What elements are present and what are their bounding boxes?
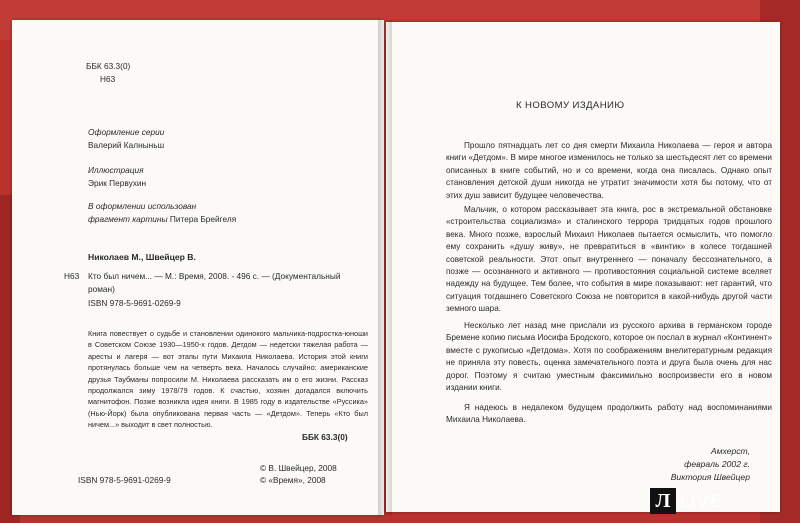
painting-artist: Питера Брейгеля xyxy=(169,214,237,224)
book-spine xyxy=(378,20,392,515)
annotation: Книга повествует о судьбе и становлении одинокого мальчика-подростка-юноши в Советском Союзе 1930—1950-х годов. Детдом — недетски тяжелая работа — аресты и лагеря — вот этапы пути Михаила Николаева. История этой книги протянулась больше чем на четверть века. Началось случайно: американские друзья Таубманы попросили М. Николаева рассказать им о его жизни. Рассказ продолжался зиму 1978/79 годов. К счастью, хозяин догадался включить магнитофон. Позже возникла идея книги. В 1985 году в издательстве «Руссика» (Нью-Йорк) была опубликована первая часть — «Детдом». Теперь «Кто был ничем...» выходит в свет полностью. xyxy=(88,329,368,430)
isbn-footer: ISBN 978-5-9691-0269-9 xyxy=(78,475,171,485)
catalog-line-2: роман) xyxy=(88,284,115,294)
series-designer: Валерий Калныньш xyxy=(88,140,165,150)
watermark-text: LIVE xyxy=(680,491,724,511)
page-heading: К НОВОМУ ИЗДАНИЮ xyxy=(516,100,625,111)
catalog-author-mark: Н63 xyxy=(64,271,80,281)
painting-credit xyxy=(88,213,236,225)
paragraph-4: Я надеюсь в недалеком будущем продолжить работу над воспоминаниями Михаила Николаева. xyxy=(446,403,772,425)
paragraph-2: Мальчик, о котором рассказывает эта книга, рос в экстремальной обстановке «строительства социализма» и сталинского террора тридцатых годов прошлого века. Много позже, взрослый Михаил Николаев пытается осмыслить, что помогло ему сохранить «душу живу», не превратиться в «винтик» в колесе тогдашней советской реальности. Этот опыт внутреннего — поначалу бессознательного, а позже — осознанного и активного — противостояния социальной системе вселяет надежду на будущее. Тем более, что события в мире показывают: нет гарантий, что ситуация тогдашнего Советского Союза не повторится в какой-нибудь другой части земного шара. xyxy=(446,205,772,314)
left-page xyxy=(12,20,384,515)
isbn-catalog: ISBN 978-5-9691-0269-9 xyxy=(88,298,181,308)
bbk-footer: ББК 63.3(0) xyxy=(302,432,348,442)
right-page xyxy=(386,22,780,512)
signature-place: Амхерст, xyxy=(710,446,750,456)
author-mark: Н63 xyxy=(100,74,116,84)
watermark-logo: Л xyxy=(650,488,676,514)
paragraph-3: Несколько лет назад мне прислали из русского архива в германском городе Бремене копию письма Иосифа Бродского, которое он послал в журнал «Континент» вместе с рукописью «Детдома». Хотя по соображениям внелитературным редакция не приняла эту повесть, оценка замечательного поэта и друга была очень для нас дорог. Поэтому я считаю уместным факсимильно воспроизвести его в новом издании книги. xyxy=(446,321,772,393)
signature-date: февраль 2002 г. xyxy=(684,459,750,469)
illustration-label: Иллюстрация xyxy=(88,165,144,175)
fragment-label: фрагмент картины xyxy=(88,214,168,224)
catalog-line-1: Кто был ничем... — М.: Время, 2008. - 496 с. — (Документальный xyxy=(88,271,341,281)
bbk-code: ББК 63.3(0) xyxy=(86,61,131,71)
copyright-author: © В. Швейцер, 2008 xyxy=(260,463,337,473)
signature-name: Виктория Швейцер xyxy=(670,472,750,482)
copyright-publisher: © «Время», 2008 xyxy=(260,475,326,485)
authors-heading: Николаев М., Швейцер В. xyxy=(88,252,196,262)
illustrator: Эрик Первухин xyxy=(88,178,147,188)
paragraph-1: Прошло пятнадцать лет со дня смерти Михаила Николаева — героя и автора книги «Детдом». В мире многое изменилось не только за шестьдесят лет со времени описанных в книге событий, но и со времени, когда она писалась. Однако опыт становления детской души никогда не утратит значимости хотя бы потому, что от этих душ зависит будущее человечества. xyxy=(446,141,772,200)
series-design-label: Оформление серии xyxy=(88,127,165,137)
used-in-design-label: В оформлении использован xyxy=(88,201,197,211)
